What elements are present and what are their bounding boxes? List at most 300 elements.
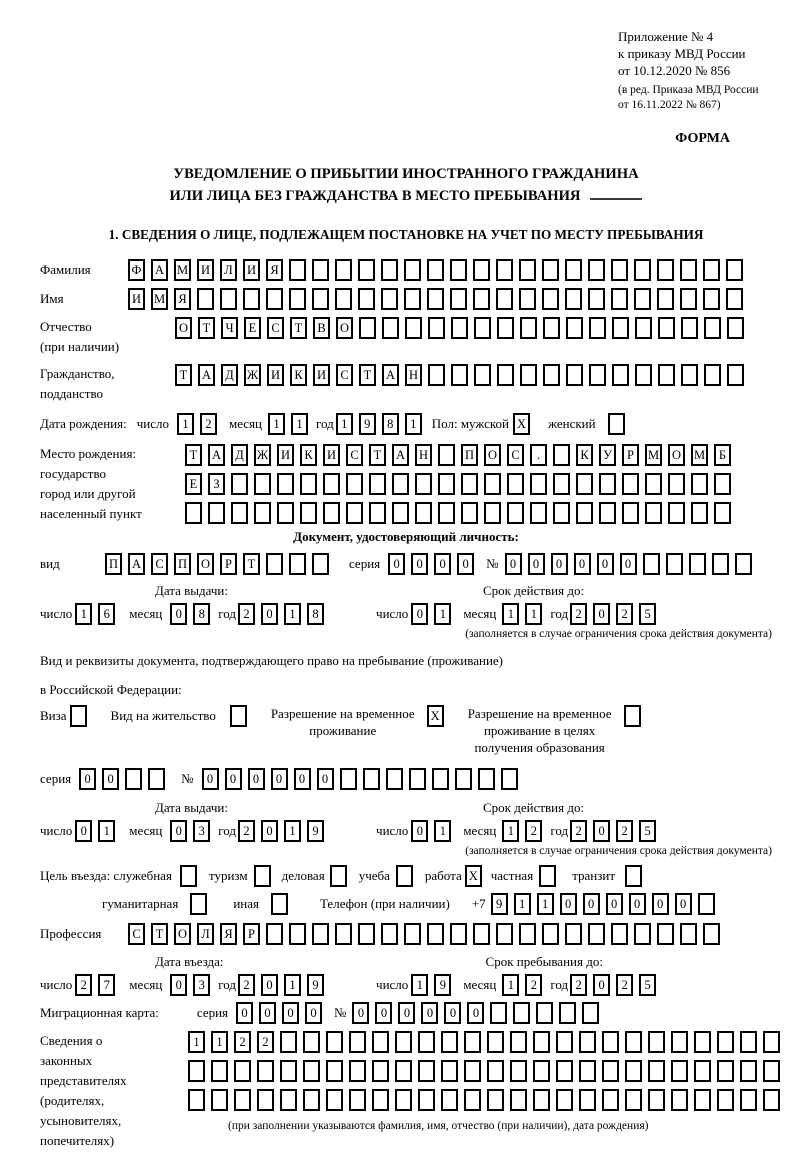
birthplace-line3-cells[interactable] (668, 502, 685, 524)
birthplace-line1-cells[interactable]: П (461, 444, 478, 466)
surname-cells[interactable]: Я (266, 259, 283, 281)
birthplace-line3-cells[interactable] (185, 502, 202, 524)
representatives-line1-cells[interactable] (648, 1031, 665, 1053)
residence-permit-checkbox[interactable] (230, 705, 247, 727)
surname-cells[interactable] (404, 259, 421, 281)
birthplace-line3-cells[interactable] (622, 502, 639, 524)
permit-series-cells[interactable] (148, 768, 165, 790)
representatives-line1-cells[interactable] (510, 1031, 527, 1053)
surname-cells[interactable] (381, 259, 398, 281)
birthplace-line2-cells[interactable] (277, 473, 294, 495)
citizenship-cells[interactable]: А (198, 364, 215, 386)
profession-cells[interactable]: О (174, 923, 191, 945)
givenname-cells[interactable] (519, 288, 536, 310)
citizenship-cells[interactable] (727, 364, 744, 386)
givenname-cells[interactable] (542, 288, 559, 310)
profession-cells[interactable] (450, 923, 467, 945)
representatives-line3-cells[interactable] (349, 1089, 366, 1111)
phone-cells[interactable]: 0 (606, 893, 623, 915)
permit-number-cells[interactable]: 0 (317, 768, 334, 790)
surname-cells[interactable] (496, 259, 513, 281)
doc-number-cells[interactable]: 0 (551, 553, 568, 575)
doc-kind-cells[interactable] (289, 553, 306, 575)
migration-series-cells[interactable]: 0 (236, 1002, 253, 1024)
representatives-line2-cells[interactable] (464, 1060, 481, 1082)
surname-cells[interactable] (289, 259, 306, 281)
birthplace-line3-cells[interactable] (484, 502, 501, 524)
birthplace-line1-cells[interactable]: О (668, 444, 685, 466)
representatives-line3-cells[interactable] (188, 1089, 205, 1111)
patronymic-cells[interactable] (612, 317, 629, 339)
patronymic-cells[interactable] (359, 317, 376, 339)
doc-valid-year-cells[interactable]: 2 (616, 603, 633, 625)
surname-cells[interactable] (588, 259, 605, 281)
entry-year-cells[interactable]: 0 (261, 974, 278, 996)
patronymic-cells[interactable] (635, 317, 652, 339)
phone-cells[interactable]: 0 (629, 893, 646, 915)
givenname-cells[interactable] (381, 288, 398, 310)
migration-number-cells[interactable] (536, 1002, 553, 1024)
sex-female-checkbox[interactable] (608, 413, 625, 435)
representatives-line1-cells[interactable] (556, 1031, 573, 1053)
citizenship-cells[interactable] (451, 364, 468, 386)
birthplace-line2-cells[interactable] (714, 473, 731, 495)
permit-valid-month-cells[interactable]: 2 (525, 820, 542, 842)
representatives-line1-cells[interactable] (694, 1031, 711, 1053)
surname-cells[interactable] (335, 259, 352, 281)
purpose-transit-checkbox[interactable] (625, 865, 642, 887)
givenname-cells[interactable] (634, 288, 651, 310)
citizenship-cells[interactable]: Ж (244, 364, 261, 386)
doc-kind-cells[interactable]: Р (220, 553, 237, 575)
givenname-cells[interactable] (703, 288, 720, 310)
birthplace-line3-cells[interactable] (415, 502, 432, 524)
birth-month-cells[interactable]: 1 (268, 413, 285, 435)
representatives-line2-cells[interactable] (579, 1060, 596, 1082)
birthplace-line3-cells[interactable] (599, 502, 616, 524)
representatives-line3-cells[interactable] (372, 1089, 389, 1111)
profession-cells[interactable]: Я (220, 923, 237, 945)
doc-kind-cells[interactable]: С (151, 553, 168, 575)
purpose-other-checkbox[interactable] (271, 893, 288, 915)
profession-cells[interactable] (266, 923, 283, 945)
migration-number-cells[interactable] (490, 1002, 507, 1024)
givenname-cells[interactable] (335, 288, 352, 310)
citizenship-cells[interactable]: И (313, 364, 330, 386)
representatives-line2-cells[interactable] (671, 1060, 688, 1082)
birthplace-line1-cells[interactable]: С (507, 444, 524, 466)
representatives-line1-cells[interactable] (763, 1031, 780, 1053)
patronymic-cells[interactable] (382, 317, 399, 339)
representatives-line1-cells[interactable] (464, 1031, 481, 1053)
representatives-line3-cells[interactable] (418, 1089, 435, 1111)
profession-cells[interactable] (358, 923, 375, 945)
profession-cells[interactable] (634, 923, 651, 945)
representatives-line3-cells[interactable] (487, 1089, 504, 1111)
migration-number-cells[interactable] (582, 1002, 599, 1024)
birth-year-cells[interactable]: 1 (336, 413, 353, 435)
surname-cells[interactable] (703, 259, 720, 281)
permit-issue-year-cells[interactable]: 1 (284, 820, 301, 842)
profession-cells[interactable]: Л (197, 923, 214, 945)
representatives-line1-cells[interactable]: 2 (234, 1031, 251, 1053)
birth-month-cells[interactable]: 1 (291, 413, 308, 435)
stay-day-cells[interactable]: 1 (411, 974, 428, 996)
birthplace-line1-cells[interactable]: М (691, 444, 708, 466)
givenname-cells[interactable] (473, 288, 490, 310)
patronymic-cells[interactable] (704, 317, 721, 339)
representatives-line3-cells[interactable] (280, 1089, 297, 1111)
representatives-line2-cells[interactable] (234, 1060, 251, 1082)
purpose-work-checkbox[interactable]: X (465, 865, 482, 887)
sex-male-checkbox[interactable]: X (513, 413, 530, 435)
patronymic-cells[interactable] (497, 317, 514, 339)
representatives-line1-cells[interactable] (326, 1031, 343, 1053)
givenname-cells[interactable] (611, 288, 628, 310)
profession-cells[interactable] (588, 923, 605, 945)
permit-valid-day-cells[interactable]: 0 (411, 820, 428, 842)
doc-number-cells[interactable]: 0 (505, 553, 522, 575)
patronymic-cells[interactable] (543, 317, 560, 339)
doc-number-cells[interactable] (689, 553, 706, 575)
birthplace-line3-cells[interactable] (576, 502, 593, 524)
permit-issue-year-cells[interactable]: 0 (261, 820, 278, 842)
birthplace-line2-cells[interactable] (415, 473, 432, 495)
representatives-line1-cells[interactable] (671, 1031, 688, 1053)
profession-cells[interactable] (542, 923, 559, 945)
birthplace-line1-cells[interactable]: Н (415, 444, 432, 466)
birthplace-line1-cells[interactable]: А (208, 444, 225, 466)
phone-cells[interactable]: 1 (537, 893, 554, 915)
surname-cells[interactable]: Ф (128, 259, 145, 281)
representatives-line1-cells[interactable] (487, 1031, 504, 1053)
doc-kind-cells[interactable]: А (128, 553, 145, 575)
citizenship-cells[interactable] (428, 364, 445, 386)
birthplace-line1-cells[interactable]: А (392, 444, 409, 466)
birthplace-line2-cells[interactable]: З (208, 473, 225, 495)
representatives-line3-cells[interactable] (648, 1089, 665, 1111)
givenname-cells[interactable] (496, 288, 513, 310)
representatives-line3-cells[interactable] (625, 1089, 642, 1111)
representatives-line2-cells[interactable] (510, 1060, 527, 1082)
givenname-cells[interactable] (243, 288, 260, 310)
birthplace-line1-cells[interactable]: С (346, 444, 363, 466)
profession-cells[interactable] (312, 923, 329, 945)
representatives-line1-cells[interactable] (717, 1031, 734, 1053)
representatives-line2-cells[interactable] (487, 1060, 504, 1082)
representatives-line3-cells[interactable] (763, 1089, 780, 1111)
patronymic-cells[interactable]: Т (290, 317, 307, 339)
permit-valid-day-cells[interactable]: 1 (434, 820, 451, 842)
patronymic-cells[interactable] (681, 317, 698, 339)
phone-cells[interactable]: 9 (491, 893, 508, 915)
givenname-cells[interactable] (358, 288, 375, 310)
birthplace-line1-cells[interactable]: Т (369, 444, 386, 466)
representatives-line1-cells[interactable] (625, 1031, 642, 1053)
permit-number-cells[interactable] (409, 768, 426, 790)
doc-series-cells[interactable]: 0 (434, 553, 451, 575)
representatives-line1-cells[interactable]: 1 (188, 1031, 205, 1053)
birthplace-line1-cells[interactable]: У (599, 444, 616, 466)
patronymic-cells[interactable]: С (267, 317, 284, 339)
citizenship-cells[interactable] (566, 364, 583, 386)
birth-year-cells[interactable]: 9 (359, 413, 376, 435)
patronymic-cells[interactable]: Ч (221, 317, 238, 339)
citizenship-cells[interactable] (589, 364, 606, 386)
representatives-line2-cells[interactable] (648, 1060, 665, 1082)
birthplace-line1-cells[interactable]: Р (622, 444, 639, 466)
migration-number-cells[interactable]: 0 (398, 1002, 415, 1024)
surname-cells[interactable] (473, 259, 490, 281)
stay-year-cells[interactable]: 2 (616, 974, 633, 996)
birthplace-line2-cells[interactable] (300, 473, 317, 495)
citizenship-cells[interactable]: С (336, 364, 353, 386)
representatives-line3-cells[interactable] (694, 1089, 711, 1111)
migration-number-cells[interactable]: 0 (375, 1002, 392, 1024)
representatives-line3-cells[interactable] (533, 1089, 550, 1111)
representatives-line2-cells[interactable] (349, 1060, 366, 1082)
stay-year-cells[interactable]: 2 (570, 974, 587, 996)
temp-residence-checkbox[interactable]: X (427, 705, 444, 727)
representatives-line1-cells[interactable] (418, 1031, 435, 1053)
citizenship-cells[interactable] (704, 364, 721, 386)
representatives-line3-cells[interactable] (257, 1089, 274, 1111)
representatives-line3-cells[interactable] (602, 1089, 619, 1111)
profession-cells[interactable] (496, 923, 513, 945)
representatives-line2-cells[interactable] (694, 1060, 711, 1082)
birthplace-line2-cells[interactable] (622, 473, 639, 495)
doc-issue-year-cells[interactable]: 0 (261, 603, 278, 625)
phone-cells[interactable]: 0 (560, 893, 577, 915)
representatives-line3-cells[interactable] (579, 1089, 596, 1111)
surname-cells[interactable] (358, 259, 375, 281)
permit-issue-month-cells[interactable]: 0 (170, 820, 187, 842)
purpose-tourism-checkbox[interactable] (254, 865, 271, 887)
purpose-humanitarian-checkbox[interactable] (190, 893, 207, 915)
birthplace-line3-cells[interactable] (645, 502, 662, 524)
surname-cells[interactable] (519, 259, 536, 281)
birthplace-line3-cells[interactable] (714, 502, 731, 524)
entry-day-cells[interactable]: 7 (98, 974, 115, 996)
givenname-cells[interactable] (680, 288, 697, 310)
permit-valid-year-cells[interactable]: 2 (616, 820, 633, 842)
doc-number-cells[interactable]: 0 (620, 553, 637, 575)
representatives-line3-cells[interactable] (556, 1089, 573, 1111)
surname-cells[interactable]: И (243, 259, 260, 281)
profession-cells[interactable] (473, 923, 490, 945)
givenname-cells[interactable] (427, 288, 444, 310)
surname-cells[interactable] (565, 259, 582, 281)
representatives-line3-cells[interactable] (326, 1089, 343, 1111)
birthplace-line3-cells[interactable] (300, 502, 317, 524)
patronymic-cells[interactable]: В (313, 317, 330, 339)
birthplace-line2-cells[interactable] (346, 473, 363, 495)
givenname-cells[interactable] (450, 288, 467, 310)
phone-cells[interactable]: 0 (675, 893, 692, 915)
birthplace-line1-cells[interactable]: Т (185, 444, 202, 466)
citizenship-cells[interactable]: Т (175, 364, 192, 386)
profession-cells[interactable] (427, 923, 444, 945)
citizenship-cells[interactable]: Т (359, 364, 376, 386)
representatives-line2-cells[interactable] (533, 1060, 550, 1082)
permit-issue-year-cells[interactable]: 2 (238, 820, 255, 842)
birthplace-line1-cells[interactable] (438, 444, 455, 466)
representatives-line1-cells[interactable] (372, 1031, 389, 1053)
surname-cells[interactable] (680, 259, 697, 281)
citizenship-cells[interactable]: Д (221, 364, 238, 386)
doc-number-cells[interactable] (735, 553, 752, 575)
stay-year-cells[interactable]: 5 (639, 974, 656, 996)
patronymic-cells[interactable]: Т (198, 317, 215, 339)
representatives-line3-cells[interactable] (510, 1089, 527, 1111)
birthplace-line2-cells[interactable] (576, 473, 593, 495)
permit-series-cells[interactable]: 0 (79, 768, 96, 790)
givenname-cells[interactable] (197, 288, 214, 310)
patronymic-cells[interactable] (474, 317, 491, 339)
doc-issue-year-cells[interactable]: 8 (307, 603, 324, 625)
doc-number-cells[interactable]: 0 (597, 553, 614, 575)
representatives-line3-cells[interactable] (303, 1089, 320, 1111)
profession-cells[interactable] (680, 923, 697, 945)
permit-number-cells[interactable] (432, 768, 449, 790)
representatives-line3-cells[interactable] (717, 1089, 734, 1111)
representatives-line2-cells[interactable] (602, 1060, 619, 1082)
permit-valid-month-cells[interactable]: 1 (502, 820, 519, 842)
birth-year-cells[interactable]: 1 (405, 413, 422, 435)
migration-number-cells[interactable]: 0 (444, 1002, 461, 1024)
doc-number-cells[interactable] (643, 553, 660, 575)
permit-number-cells[interactable] (478, 768, 495, 790)
citizenship-cells[interactable]: Н (405, 364, 422, 386)
birthplace-line2-cells[interactable] (438, 473, 455, 495)
purpose-business-checkbox[interactable] (330, 865, 347, 887)
citizenship-cells[interactable] (681, 364, 698, 386)
phone-cells[interactable]: 0 (652, 893, 669, 915)
representatives-line2-cells[interactable] (280, 1060, 297, 1082)
givenname-cells[interactable]: И (128, 288, 145, 310)
profession-cells[interactable] (519, 923, 536, 945)
representatives-line3-cells[interactable] (464, 1089, 481, 1111)
surname-cells[interactable] (427, 259, 444, 281)
representatives-line2-cells[interactable] (717, 1060, 734, 1082)
birthplace-line3-cells[interactable] (691, 502, 708, 524)
surname-cells[interactable] (611, 259, 628, 281)
surname-cells[interactable]: И (197, 259, 214, 281)
representatives-line3-cells[interactable] (234, 1089, 251, 1111)
birthplace-line2-cells[interactable]: Е (185, 473, 202, 495)
citizenship-cells[interactable]: И (267, 364, 284, 386)
patronymic-cells[interactable] (658, 317, 675, 339)
birthplace-line3-cells[interactable] (323, 502, 340, 524)
birthplace-line3-cells[interactable] (530, 502, 547, 524)
permit-number-cells[interactable]: 0 (202, 768, 219, 790)
permit-series-cells[interactable] (125, 768, 142, 790)
representatives-line2-cells[interactable] (556, 1060, 573, 1082)
migration-series-cells[interactable]: 0 (259, 1002, 276, 1024)
givenname-cells[interactable] (220, 288, 237, 310)
permit-number-cells[interactable] (386, 768, 403, 790)
birthplace-line1-cells[interactable]: . (530, 444, 547, 466)
entry-day-cells[interactable]: 2 (75, 974, 92, 996)
permit-issue-day-cells[interactable]: 0 (75, 820, 92, 842)
doc-number-cells[interactable] (712, 553, 729, 575)
givenname-cells[interactable] (726, 288, 743, 310)
birth-day-cells[interactable]: 1 (177, 413, 194, 435)
birthplace-line1-cells[interactable]: К (300, 444, 317, 466)
doc-series-cells[interactable]: 0 (388, 553, 405, 575)
doc-kind-cells[interactable]: О (197, 553, 214, 575)
representatives-line3-cells[interactable] (211, 1089, 228, 1111)
birthplace-line2-cells[interactable] (254, 473, 271, 495)
representatives-line2-cells[interactable] (395, 1060, 412, 1082)
doc-issue-year-cells[interactable]: 1 (284, 603, 301, 625)
birthplace-line1-cells[interactable]: И (323, 444, 340, 466)
entry-year-cells[interactable]: 1 (284, 974, 301, 996)
permit-number-cells[interactable] (340, 768, 357, 790)
profession-cells[interactable]: С (128, 923, 145, 945)
profession-cells[interactable]: Т (151, 923, 168, 945)
permit-number-cells[interactable] (501, 768, 518, 790)
representatives-line1-cells[interactable] (740, 1031, 757, 1053)
birthplace-line3-cells[interactable] (553, 502, 570, 524)
representatives-line2-cells[interactable] (740, 1060, 757, 1082)
representatives-line1-cells[interactable] (395, 1031, 412, 1053)
doc-number-cells[interactable] (666, 553, 683, 575)
surname-cells[interactable] (450, 259, 467, 281)
permit-issue-year-cells[interactable]: 9 (307, 820, 324, 842)
stay-month-cells[interactable]: 1 (502, 974, 519, 996)
phone-cells[interactable] (698, 893, 715, 915)
representatives-line3-cells[interactable] (395, 1089, 412, 1111)
birthplace-line2-cells[interactable] (484, 473, 501, 495)
patronymic-cells[interactable]: Е (244, 317, 261, 339)
givenname-cells[interactable]: Я (174, 288, 191, 310)
doc-kind-cells[interactable] (312, 553, 329, 575)
migration-number-cells[interactable]: 0 (421, 1002, 438, 1024)
representatives-line2-cells[interactable] (418, 1060, 435, 1082)
birth-day-cells[interactable]: 2 (200, 413, 217, 435)
representatives-line3-cells[interactable] (441, 1089, 458, 1111)
doc-kind-cells[interactable]: П (174, 553, 191, 575)
purpose-private-checkbox[interactable] (539, 865, 556, 887)
representatives-line2-cells[interactable] (303, 1060, 320, 1082)
doc-valid-year-cells[interactable]: 0 (593, 603, 610, 625)
stay-day-cells[interactable]: 9 (434, 974, 451, 996)
birthplace-line3-cells[interactable] (277, 502, 294, 524)
surname-cells[interactable]: Л (220, 259, 237, 281)
patronymic-cells[interactable]: О (336, 317, 353, 339)
birthplace-line1-cells[interactable]: Ж (254, 444, 271, 466)
doc-valid-month-cells[interactable]: 1 (502, 603, 519, 625)
birthplace-line3-cells[interactable] (461, 502, 478, 524)
birthplace-line2-cells[interactable] (323, 473, 340, 495)
entry-month-cells[interactable]: 0 (170, 974, 187, 996)
patronymic-cells[interactable]: О (175, 317, 192, 339)
doc-number-cells[interactable]: 0 (574, 553, 591, 575)
entry-year-cells[interactable]: 9 (307, 974, 324, 996)
profession-cells[interactable] (703, 923, 720, 945)
representatives-line1-cells[interactable] (280, 1031, 297, 1053)
birthplace-line3-cells[interactable] (208, 502, 225, 524)
surname-cells[interactable] (657, 259, 674, 281)
birthplace-line1-cells[interactable] (553, 444, 570, 466)
doc-valid-month-cells[interactable]: 1 (525, 603, 542, 625)
permit-valid-year-cells[interactable]: 5 (639, 820, 656, 842)
profession-cells[interactable]: Р (243, 923, 260, 945)
purpose-study-checkbox[interactable] (396, 865, 413, 887)
phone-cells[interactable]: 1 (514, 893, 531, 915)
migration-number-cells[interactable] (559, 1002, 576, 1024)
